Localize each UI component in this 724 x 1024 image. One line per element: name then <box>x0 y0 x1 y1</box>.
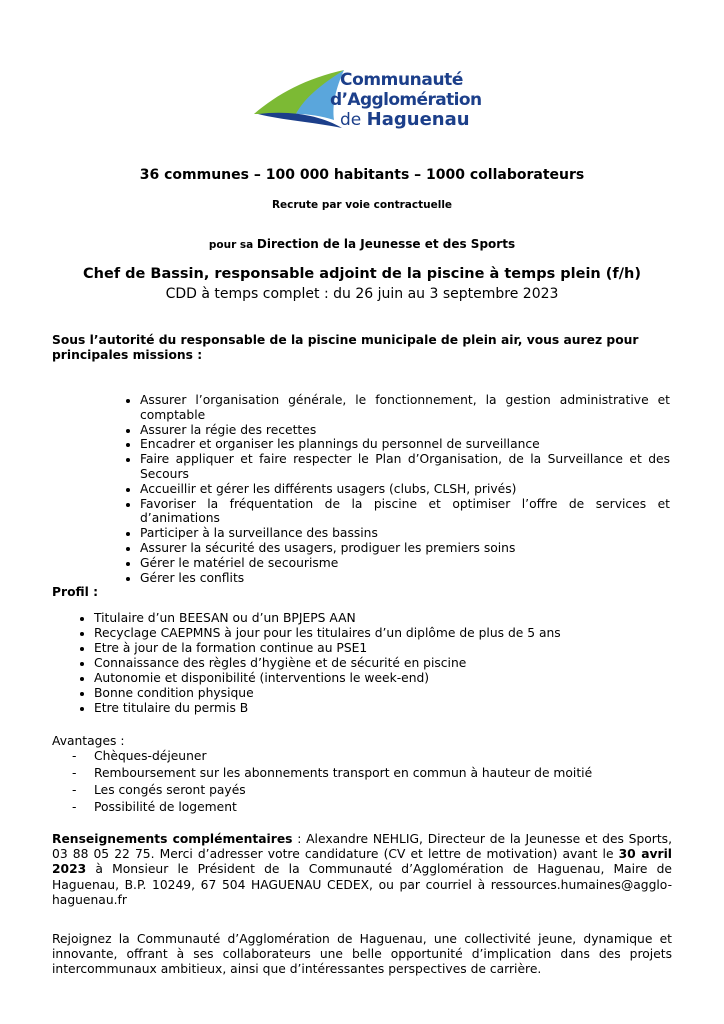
profile-list <box>52 611 692 716</box>
contact-label: Renseignements complémentaires <box>52 832 293 846</box>
list-item: • Recyclage CAEPMNS à jour pour les titulaires d’un diplôme de plus de 5 ans <box>94 626 692 641</box>
direction-name: Direction de la Jeunesse et des Sports <box>256 237 516 251</box>
list-item: • Favoriser la fréquentation de la piscine et optimiser l’offre de services et d’animations <box>140 497 670 527</box>
closing-paragraph: Rejoignez la Communauté d’Agglomération de Haguenau, une collectivité jeune, dynamique et innovante, offrant à ses collaborateurs une belle opportunité d’implication dans des projets intercommunaux ambitieux, ainsi que d’intéressantes perspectives de carrière. <box>52 932 672 977</box>
logo-line-2: d’Agglomération <box>330 90 482 110</box>
job-title: Chef de Bassin, responsable adjoint de la piscine à temps plein (f/h) <box>83 266 641 282</box>
list-item: - Chèques-déjeuner <box>52 748 692 765</box>
benefits-list <box>52 748 692 816</box>
organization-logo <box>252 64 482 138</box>
benefits-heading: Avantages : <box>52 734 125 748</box>
profile-heading: Profil : <box>52 585 99 599</box>
missions-list <box>98 393 670 585</box>
list-item: - Possibilité de logement <box>52 799 692 816</box>
list-item: - Remboursement sur les abonnements transport en commun à hauteur de moitié <box>52 765 692 782</box>
list-item: • Faire appliquer et faire respecter le Plan d’Organisation, de la Surveillance et des Secours <box>140 452 670 482</box>
logo-line-3: de Haguenau <box>340 109 470 130</box>
list-item: • Titulaire d’un BEESAN ou d’un BPJEPS AAN <box>94 611 692 626</box>
list-item: • Bonne condition physique <box>94 686 692 701</box>
list-item: • Assurer la sécurité des usagers, prodiguer les premiers soins <box>140 541 670 556</box>
list-item: • Assurer l’organisation générale, le fonctionnement, la gestion administrative et comptable <box>140 393 670 423</box>
application-deadline: 30 avril 2023 <box>52 847 672 877</box>
contract-details: CDD à temps complet : du 26 juin au 3 septembre 2023 <box>165 286 559 302</box>
direction-line <box>0 237 724 251</box>
contact-text: : Alexandre NEHLIG, Directeur de la Jeunesse et des Sports, 03 88 05 22 75. Merci d’adresser votre candidature (CV et lettre de motivation) avant le <box>52 832 672 862</box>
list-item: • Etre titulaire du permis B <box>94 701 692 716</box>
logo-wordmark <box>330 70 482 130</box>
logo-line-1: Communauté <box>340 70 464 90</box>
list-item: • Gérer le matériel de secourisme <box>140 556 670 571</box>
contact-address: à Monsieur le Président de la Communauté d’Agglomération de Haguenau, Maire de Haguenau, B.P. 10249, 67 504 HAGUENAU CEDEX, ou par courriel à ressources.humaines@agglo-haguenau.fr <box>52 862 672 907</box>
list-item: • Participer à la surveillance des bassins <box>140 526 670 541</box>
list-item: • Autonomie et disponibilité (interventions le week-end) <box>94 671 692 686</box>
list-item: • Assurer la régie des recettes <box>140 423 670 438</box>
list-item: • Encadrer et organiser les plannings du personnel de surveillance <box>140 437 670 452</box>
list-item: - Les congés seront payés <box>52 782 692 799</box>
missions-intro: Sous l’autorité du responsable de la piscine municipale de plein air, vous aurez pour principales missions : <box>52 333 639 362</box>
list-item: • Gérer les conflits <box>140 571 670 586</box>
list-item: • Etre à jour de la formation continue au PSE1 <box>94 641 692 656</box>
recruitment-type: Recrute par voie contractuelle <box>271 199 453 211</box>
contact-information <box>52 832 672 908</box>
list-item: • Accueillir et gérer les différents usagers (clubs, CLSH, privés) <box>140 482 670 497</box>
direction-prefix: pour sa <box>208 239 257 251</box>
list-item: • Connaissance des règles d’hygiène et de sécurité en piscine <box>94 656 692 671</box>
organization-stats: 36 communes – 100 000 habitants – 1000 collaborateurs <box>139 167 585 183</box>
